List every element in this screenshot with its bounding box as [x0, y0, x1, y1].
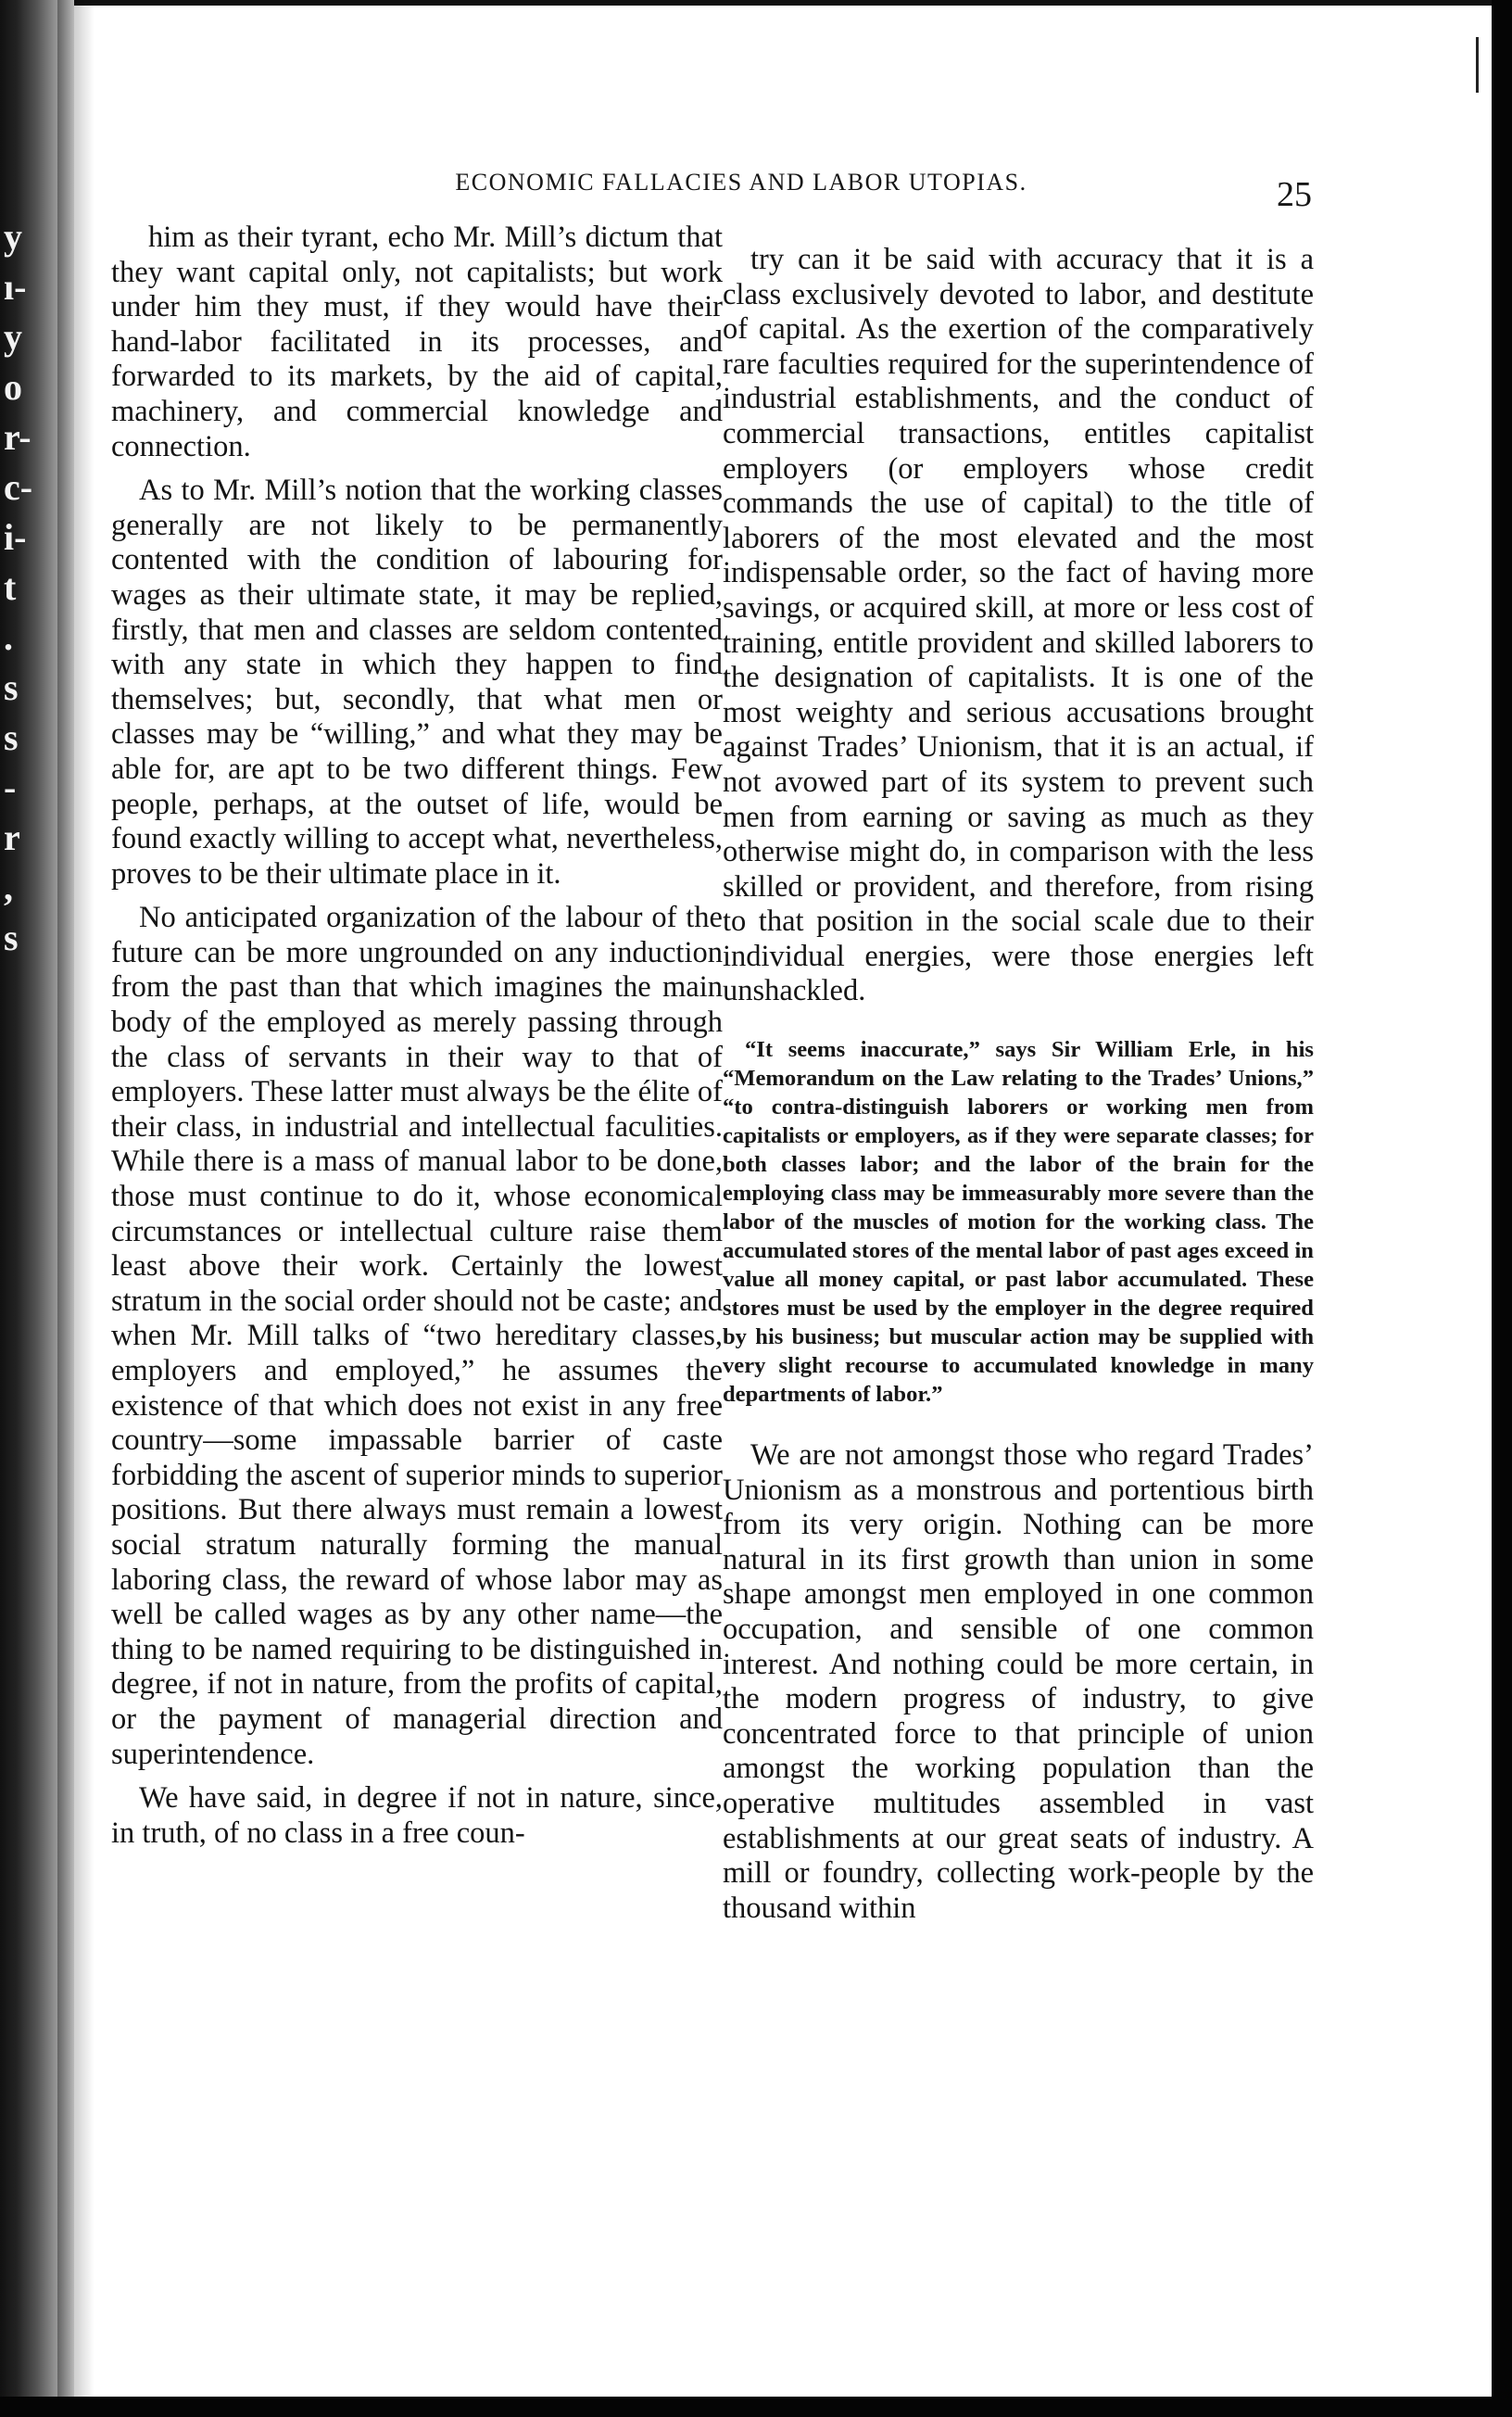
bleed-glyph: o	[4, 366, 22, 408]
bleed-glyph: c-	[4, 466, 33, 508]
bleed-glyph: t	[4, 566, 17, 608]
scan-edge-top	[0, 0, 1512, 6]
bleed-glyph: i-	[4, 516, 27, 558]
facing-page-bleed	[4, 213, 33, 964]
bleed-glyph: s	[4, 716, 19, 758]
left-column	[111, 221, 723, 1851]
bleed-glyph: -	[4, 766, 17, 808]
bleed-glyph: s	[4, 666, 19, 708]
page-number: 25	[1277, 175, 1312, 214]
scan-edge-right	[1492, 0, 1512, 2417]
binding-fold	[57, 0, 94, 2417]
block-quote: “It seems inaccurate,” says Sir William Erle, in his “Memorandum on the Law relating to the Trades’ Unions,” “to contra-distinguish laborers or working men from capitalists or employers, as if they were separate classes; for both classes labor; and the labor of the brain for the employing class may be immeasurably more severe than the labor of the muscles of motion for the working class. The accumulated stores of the mental labor of past ages exceed in value all money capital, or past labor accumulated. These stores must be used by the employer in the degree required by his business; but muscular action may be supplied with very slight recourse to accumulated knowledge in many departments of labor.”	[723, 1037, 1314, 1408]
running-head: ECONOMIC FALLACIES AND LABOR UTOPIAS.	[455, 169, 1027, 196]
right-column	[723, 243, 1314, 1926]
bleed-glyph: .	[4, 616, 13, 658]
bleed-glyph: s	[4, 917, 19, 958]
page-corner-mark	[1476, 37, 1484, 93]
paragraph: As to Mr. Mill’s notion that the working classes generally are not likely to be permanently contented with the condition of labouring for wages as their ultimate state, it may be replied, firstly, that men and classes are seldom contented with any state in which they happen to find themselves; but, secondly, that what men or classes may be “willing,” and what they may be able for, are apt to be two different things. Few people, perhaps, at the outset of life, would be found exactly willing to accept what, nevertheless, proves to be their ultimate place in it.	[111, 474, 723, 891]
bleed-glyph: r-	[4, 416, 32, 458]
bleed-glyph: y	[4, 316, 22, 358]
paragraph: We have said, in degree if not in nature, since, in truth, of no class in a free coun-	[111, 1781, 723, 1850]
bleed-glyph: y	[4, 216, 22, 258]
scan-edge-bottom	[0, 2397, 1512, 2417]
paragraph: We are not amongst those who regard Trades’ Unionism as a monstrous and portentious birth from its very origin. Nothing can be more natural in its first growth than union in some shape amongst men employed in one common occupation, and sensible of one common interest. And nothing could be more certain, in the modern progress of industry, to give concentrated force to that principle of union amongst the working population than the operative multitudes assembled in vast establishments at our great seats of industry. A mill or foundry, collecting work-people by the thousand within	[723, 1438, 1314, 1925]
paragraph: him as their tyrant, echo Mr. Mill’s dictum that they want capital only, not capitalists; but work under him they must, if they would have their hand-labor facilitated in its processes, and forwarded to its markets, by the aid of capital, machinery, and commercial knowledge and connection.	[111, 221, 723, 463]
bleed-glyph: ,	[4, 867, 13, 908]
paragraph: try can it be said with accuracy that it is a class exclusively devoted to labor, and destitute of capital. As the exertion of the comparatively rare faculties required for the superintendence of industrial establishments, and the conduct of commercial transactions, entitles capitalist employers (or employers whose credit commands the use of capital) to the title of laborers of the most elevated and the most indispensable order, so the fact of having more savings, or acquired skill, at more or less cost of training, entitle provident and skilled laborers to the designation of capitalists. It is one of the most weighty and serious accusations brought against Trades’ Unionism, that it is an actual, if not avowed part of its system to prevent such men from earning or saving as much as they otherwise might do, in comparison with the less skilled or provident, and therefore, from rising to that position in the social scale due to their individual energies, were those energies left unshackled.	[723, 243, 1314, 1008]
bleed-glyph: ı-	[4, 266, 27, 308]
paragraph: No anticipated organization of the labour of the future can be more ungrounded on any induction from the past than that which imagines the main body of the employed as merely passing through the class of servants in their way to that of employers. These latter must always be the élite of their class, in industrial and intellectual faculities. While there is a mass of manual labor to be done, those must continue to do it, whose economical circumstances or intellectual culture raise them least above their work. Certainly the lowest stratum in the social order should not be caste; and when Mr. Mill talks of “two hereditary classes, employers and employed,” he assumes the existence of that which does not exist in any free country—some impassable barrier of caste forbidding the ascent of superior minds to superior positions. But there always must remain a lowest social stratum naturally forming the manual laboring class, the reward of whose labor may as well be called wages as by any other name—the thing to be named requiring to be distinguished in degree, if not in nature, from the profits of capital, or the payment of managerial direction and superintendence.	[111, 901, 723, 1771]
bleed-glyph: r	[4, 816, 20, 858]
